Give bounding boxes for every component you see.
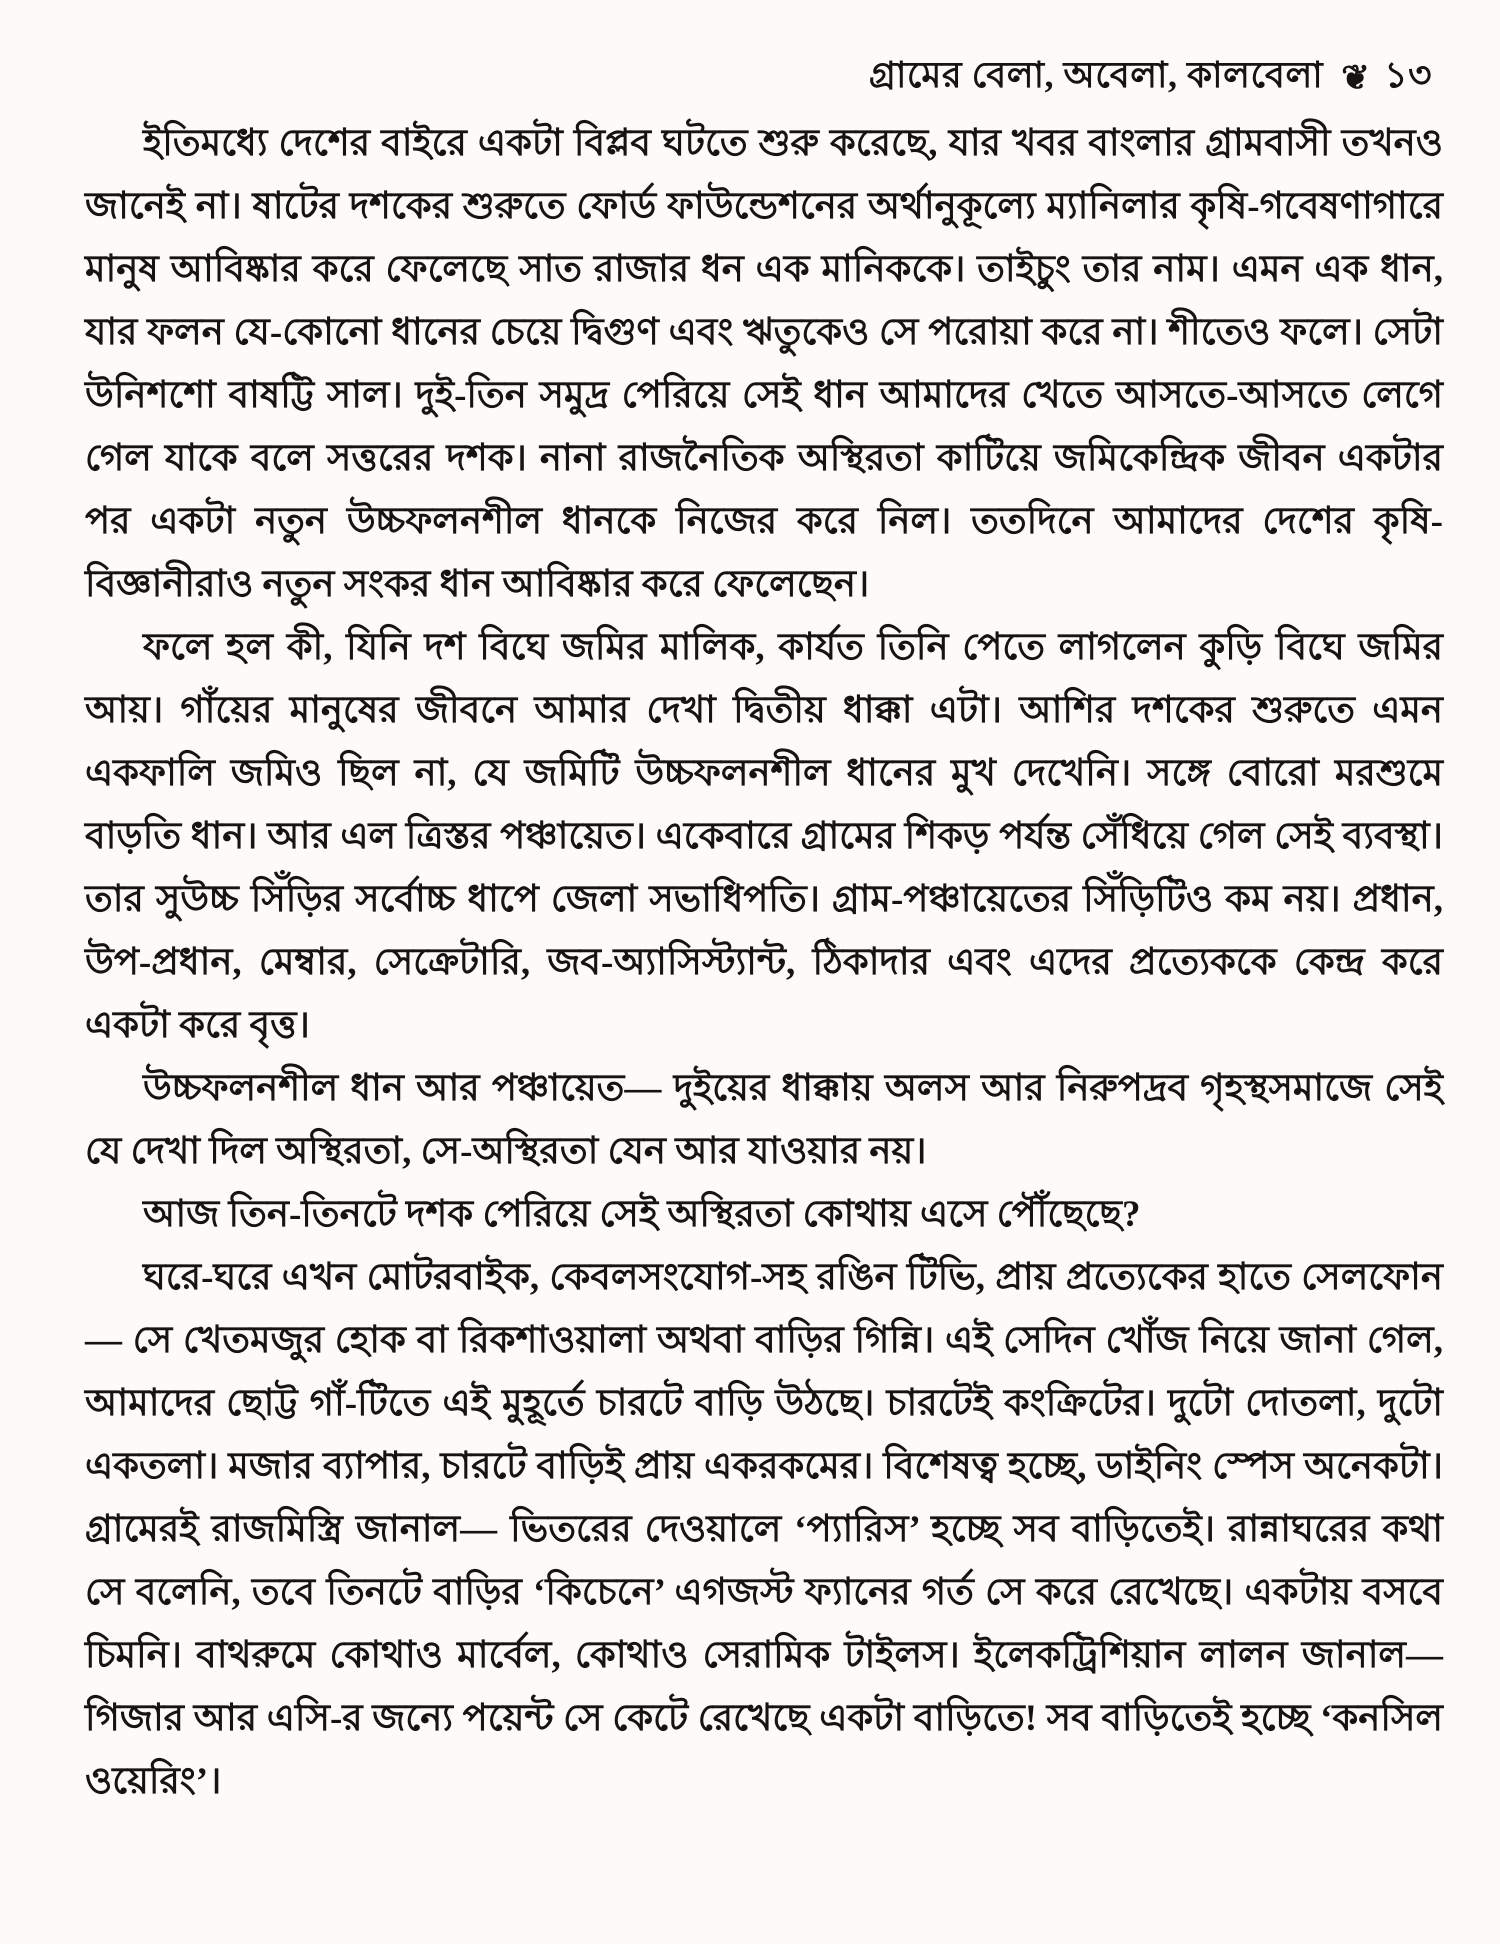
page-number: ১৩ [1384, 55, 1432, 95]
paragraph-1: ইতিমধ্যে দেশের বাইরে একটা বিপ্লব ঘটতে শুরু করেছে, যার খবর বাংলার গ্রামবাসী তখনও জানেই না। ষাটের দশকের শুরুতে ফোর্ড ফাউন্ডেশনের অর্থানুকূল্যে ম্যানিলার কৃষি-গবেষণাগারে মানুষ আবিষ্কার করে ফেলেছে সাত রাজার ধন এক মানিককে। তাইচুং তার নাম। এমন এক ধান, যার ফলন যে-কোনো ধানের চেয়ে দ্বিগুণ এবং ঋতুকেও সে পরোয়া করে না। শীতেও ফলে। সেটা উনিশশো বাষট্টি সাল। দুই-তিন সমুদ্র পেরিয়ে সেই ধান আমাদের খেতে আসতে-আসতে লেগে গেল যাকে বলে সত্তরের দশক। নানা রাজনৈতিক অস্থিরতা কাটিয়ে জমিকেন্দ্রিক জীবন একটার পর একটা নতুন উচ্চফলনশীল ধানকে নিজের করে নিল। ততদিনে আমাদের দেশের কৃষি-বিজ্ঞানীরাও নতুন সংকর ধান আবিষ্কার করে ফেলেছেন। [85, 123, 1443, 605]
paragraph-4: আজ তিন-তিনটে দশক পেরিয়ে সেই অস্থিরতা কোথায় এসে পৌঁছেছে? [143, 1194, 1141, 1235]
paragraph-5: ঘরে-ঘরে এখন মোটরবাইক, কেবলসংযোগ-সহ রঙিন টিভি, প্রায় প্রত্যেকের হাতে সেলফোন— সে খেতমজুর হোক বা রিকশাওয়ালা অথবা বাড়ির গিন্নি। এই সেদিন খোঁজ নিয়ে জানা গেল, আমাদের ছোট্ট গাঁ-টিতে এই মুহূর্তে চারটে বাড়ি উঠছে। চারটেই কংক্রিটের। দুটো দোতলা, দুটো একতলা। মজার ব্যাপার, চারটে বাড়িই প্রায় একরকমের। বিশেষত্ব হচ্ছে, ডাইনিং স্পেস অনেকটা। গ্রামেরই রাজমিস্ত্রি জানাল— ভিতরের দেওয়ালে ‘প্যারিস’ হচ্ছে সব বাড়িতেই। রান্নাঘরের কথা সে বলেনি, তবে তিনটে বাড়ির ‘কিচেনে’ এগজস্ট ফ্যানের গর্ত সে করে রেখেছে। একটায় বসবে চিমনি। বাথরুমে কোথাও মার্বেল, কোথাও সেরামিক টাইলস। ইলেকট্রিশিয়ান লালন জানাল— গিজার আর এসি-র জন্যে পয়েন্ট সে কেটে রেখেছে একটা বাড়িতে! সব বাড়িতেই হচ্ছে ‘কনসিল ওয়েরিং’। [85, 1257, 1443, 1802]
paragraph-2: ফলে হল কী, যিনি দশ বিঘে জমির মালিক, কার্যত তিনি পেতে লাগলেন কুড়ি বিঘে জমির আয়। গাঁয়ের মানুষের জীবনে আমার দেখা দ্বিতীয় ধাক্কা এটা। আশির দশকের শুরুতে এমন একফালি জমিও ছিল না, যে জমিটি উচ্চফলনশীল ধানের মুখ দেখেনি। সঙ্গে বোরো মরশুমে বাড়তি ধান। আর এল ত্রিস্তর পঞ্চায়েত। একেবারে গ্রামের শিকড় পর্যন্ত সেঁধিয়ে গেল সেই ব্যবস্থা। তার সুউচ্চ সিঁড়ির সর্বোচ্চ ধাপে জেলা সভাধিপতি। গ্রাম-পঞ্চায়েতের সিঁড়িটিও কম নয়। প্রধান, উপ-প্রধান, মেম্বার, সেক্রেটারি, জব-অ্যাসিস্ট্যান্ট, ঠিকাদার এবং এদের প্রত্যেককে কেন্দ্র করে একটা করে বৃত্ত। [85, 627, 1443, 1046]
running-title: গ্রামের বেলা, অবেলা, কালবেলা [868, 55, 1324, 95]
page-body [85, 112, 1443, 1813]
paragraph-3: উচ্চফলনশীল ধান আর পঞ্চায়েত— দুইয়ের ধাক্কায় অলস আর নিরুপদ্রব গৃহস্থসমাজে সেই যে দেখা দিল অস্থিরতা, সে-অস্থিরতা যেন আর যাওয়ার নয়। [85, 1068, 1443, 1172]
fleuron-icon: ❦ [1341, 60, 1371, 97]
page-header [0, 48, 1432, 108]
